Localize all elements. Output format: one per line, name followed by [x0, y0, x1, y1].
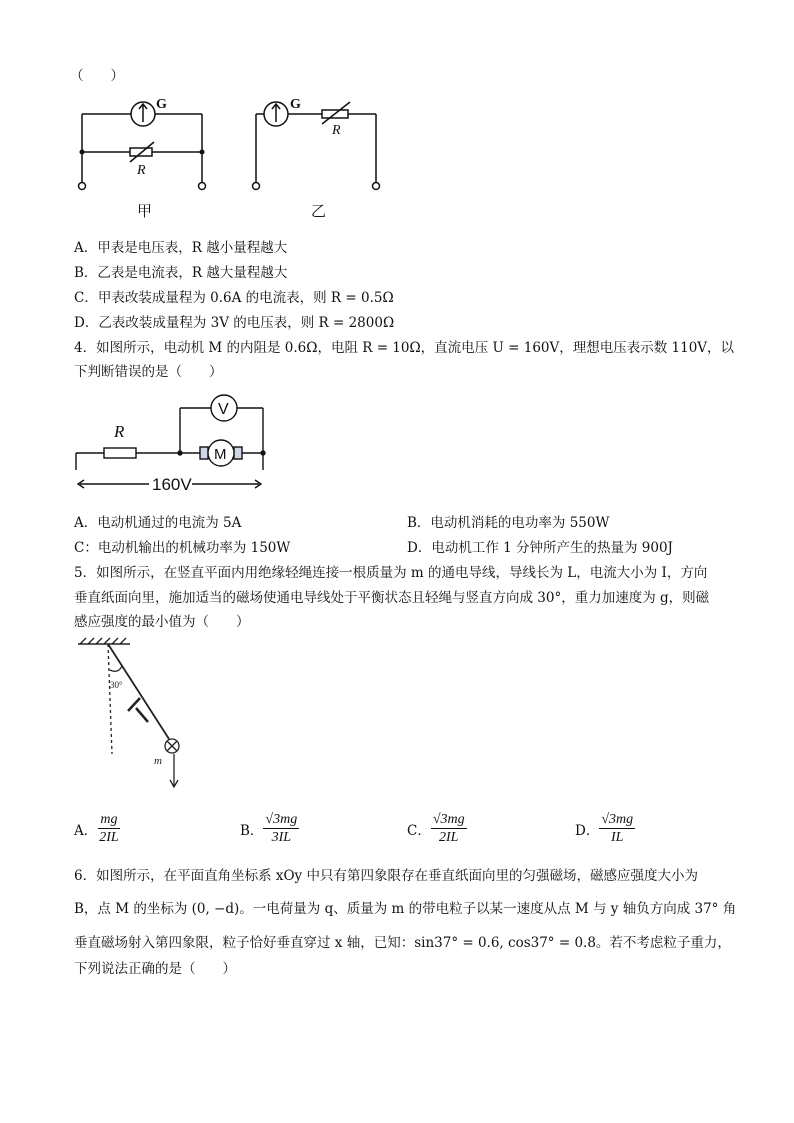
q5-option-d-label: D．: [575, 822, 600, 839]
q5-option-a-fraction: [97, 812, 120, 846]
q3-option-d: D．乙表改装成量程为 3V 的电压表，则 R = 2800Ω: [74, 315, 395, 331]
q3-yi-galvanometer-label: G: [290, 97, 301, 112]
q5-stem-line2: 垂直纸面向里，施加适当的磁场使通电导线处于平衡状态且轻绳与竖直方向成 30°，重力加速度为 g，则磁: [74, 590, 710, 606]
q3-yi-resistor-label: R: [332, 123, 341, 138]
q5-option-c: [407, 812, 467, 846]
q5-option-b-denominator: 3IL: [271, 830, 292, 846]
q4-circuit-figure: [66, 390, 286, 498]
q5-option-b-label: B．: [240, 822, 264, 839]
q3-option-c: C．甲表改装成量程为 0.6A 的电流表，则 R = 0.5Ω: [74, 290, 394, 306]
q5-option-c-denominator: 2IL: [439, 830, 459, 846]
q5-option-d-denominator: IL: [611, 830, 624, 846]
q5-option-c-fraction: [431, 812, 467, 846]
q6-stem-line2: B，点 M 的坐标为 (0, −d)。一电荷量为 q、质量为 m 的带电粒子以某一速度从点 M 与 y 轴负方向成 37° 角: [74, 901, 737, 917]
q5-stem-line3: 感应强度的最小值为（ ）: [74, 614, 250, 630]
q4-stem-line1: 4．如图所示，电动机 M 的内阻是 0.6Ω，电阻 R = 10Ω，直流电压 U = 160V，理想电压表示数 110V，以: [74, 340, 735, 356]
q6-stem-line3: 垂直磁场射入第四象限，粒子恰好垂直穿过 x 轴，已知：sin37° = 0.6, cos37° = 0.8。若不考虑粒子重力，: [74, 935, 731, 951]
q5-option-a: [74, 812, 121, 846]
q6-stem-line1: 6．如图所示，在平面直角坐标系 xOy 中只有第四象限存在垂直纸面向里的匀强磁场，磁感应强度大小为: [74, 868, 698, 884]
q5-option-a-denominator: 2IL: [99, 830, 119, 846]
q3-figure-yi: [253, 102, 380, 190]
q3-jia-resistor-label: R: [137, 163, 146, 178]
q4-voltmeter-label: V: [218, 401, 229, 418]
q4-option-a: A．电动机通过的电流为 5A: [74, 515, 242, 531]
q5-option-a-label: A．: [74, 822, 98, 839]
q3-jia-galvanometer-label: G: [156, 97, 167, 112]
q5-option-d-numerator: √3mg: [599, 812, 635, 829]
q4-stem-line2: 下判断错误的是（ ）: [74, 364, 223, 380]
q3-figure-label-jia: 甲: [137, 202, 153, 220]
q4-voltage-label: 160V: [152, 475, 192, 494]
q3-figure-label-yi: 乙: [311, 202, 327, 220]
q5-option-b: [240, 812, 299, 846]
q4-resistor-label: R: [114, 422, 125, 441]
q5-option-c-numerator: √3mg: [431, 812, 467, 829]
q3-circuit-figures: [60, 90, 420, 220]
q5-mass-label: m: [154, 755, 162, 767]
q5-option-b-numerator: √3mg: [263, 812, 299, 829]
q4-option-d: D．电动机工作 1 分钟所产生的热量为 900J: [407, 540, 673, 556]
q5-option-b-fraction: [263, 812, 299, 846]
q5-wire-figure: [70, 636, 200, 792]
q6-stem-line4: 下列说法正确的是（ ）: [74, 961, 236, 977]
question-answer-paren: （ ）: [70, 68, 124, 84]
q5-option-c-label: C．: [407, 822, 431, 839]
q5-option-a-numerator: mg: [98, 812, 119, 829]
q4-motor-label: M: [214, 446, 227, 463]
q4-option-c: C：电动机输出的机械功率为 150W: [74, 540, 291, 556]
q5-option-d-fraction: [599, 812, 635, 846]
q4-option-b: B．电动机消耗的电功率为 550W: [407, 515, 610, 531]
q5-stem-line1: 5．如图所示，在竖直平面内用绝缘轻绳连接一根质量为 m 的通电导线，导线长为 L，电流大小为 I，方向: [74, 565, 708, 581]
q3-option-a: A．甲表是电压表，R 越小量程越大: [74, 240, 288, 256]
q5-option-d: [575, 812, 635, 846]
q3-option-b: B．乙表是电流表，R 越大量程越大: [74, 265, 288, 281]
q5-angle-label: 30°: [110, 680, 123, 690]
